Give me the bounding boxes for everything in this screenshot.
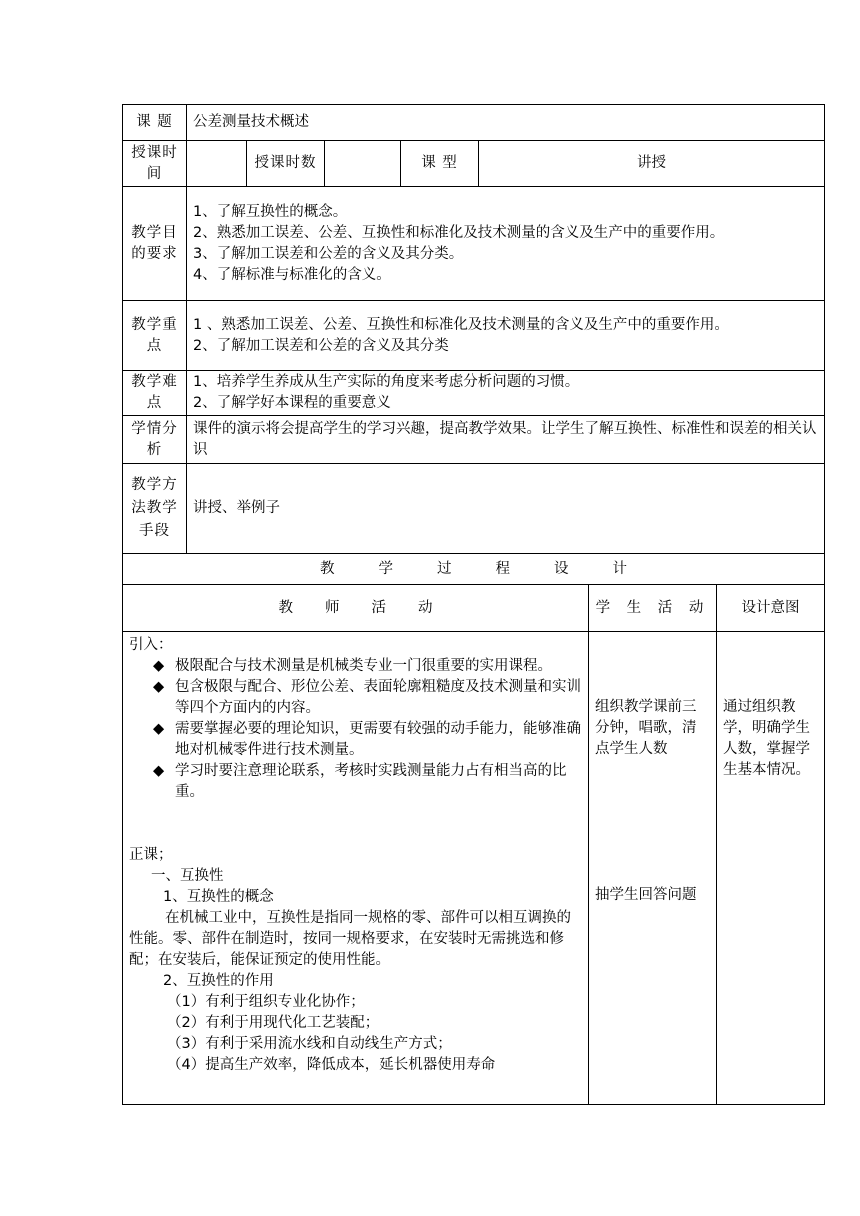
objective-line: 3、了解加工误差和公差的含义及其分类。: [193, 245, 464, 262]
section-heading: 一、互换性: [151, 868, 224, 884]
role-item: （2）有利于用现代化工艺装配；: [167, 1015, 380, 1031]
process-title-char: 学: [378, 560, 394, 577]
role-item: （4）提高生产效率，降低成本，延长机器使用寿命: [167, 1057, 496, 1073]
process-title-char: 计: [612, 560, 628, 577]
diamond-bullet-icon: ◆: [153, 721, 165, 737]
difficulties-row: [123, 371, 825, 416]
key-points-row: [123, 301, 825, 371]
topic-label: 课 题: [123, 105, 187, 141]
teacher-header-char: 活: [371, 599, 386, 616]
main-lesson-label: 正课；: [129, 847, 173, 863]
teacher-header-char: 动: [418, 599, 433, 616]
key-points-label: 教学重点: [123, 301, 187, 371]
student-activity-1: 组织教学课前三分钟，唱歌，清点学生人数: [595, 699, 697, 757]
teacher-activity-content: [123, 632, 589, 1105]
key-point-line: 2、了解加工误差和公差的含义及其分类: [193, 337, 449, 354]
objective-line: 4、了解标准与标准化的含义。: [193, 266, 391, 283]
intro-bullet: ◆ 学习时要注意理论联系，考核时实践测量能力占有相当高的比重。: [129, 761, 582, 803]
intro-bullet: ◆ 包含极限与配合、形位公差、表面轮廓粗糙度及技术测量和实训等四个方面内的内容。: [129, 677, 582, 719]
hours-label: 授课时数: [247, 141, 325, 187]
design-intent-header: 设计意图: [717, 585, 825, 632]
student-activity-2: 抽学生回答问题: [595, 887, 697, 903]
topic-row: [123, 105, 825, 141]
process-title-row: [123, 554, 825, 585]
objectives-row: [123, 187, 825, 301]
analysis-label: 学情分析: [123, 416, 187, 464]
time-label: 授课时间: [123, 141, 187, 187]
time-value: [187, 141, 247, 187]
difficulties-label: 教学难点: [123, 371, 187, 416]
objectives-label: 教学目的要求: [123, 187, 187, 301]
process-title-char: 教: [320, 560, 335, 577]
student-activity-header: 学 生 活 动: [589, 585, 717, 632]
design-intent-1: 通过组织教学，明确学生人数，掌握学生基本情况。: [723, 699, 810, 778]
diamond-bullet-icon: ◆: [153, 679, 165, 695]
teacher-header-char: 教: [278, 599, 293, 616]
diamond-bullet-icon: ◆: [153, 658, 165, 674]
topic-value: 公差测量技术概述: [187, 105, 825, 141]
type-value: 讲授: [479, 141, 825, 187]
key-point-line: 1 、熟悉加工误差、公差、互换性和标准化及技术测量的含义及生产中的重要作用。: [193, 316, 729, 333]
analysis-row: [123, 416, 825, 464]
process-title-char: 设: [554, 560, 569, 577]
student-activity-content: [589, 632, 717, 1105]
methods-label: 教学方法教学手段: [123, 464, 187, 554]
intro-label: 引入：: [129, 637, 173, 653]
difficulties-content: [187, 371, 825, 416]
difficulty-line: 2、了解学好本课程的重要意义: [193, 395, 391, 411]
process-header-row: [123, 585, 825, 632]
hours-value: [325, 141, 401, 187]
process-title-char: 过: [437, 560, 452, 577]
type-label: 课 型: [401, 141, 479, 187]
design-intent-content: [717, 632, 825, 1105]
time-row: [123, 141, 825, 187]
difficulty-line: 1、培养学生养成从生产实际的角度来考虑分析问题的习惯。: [193, 374, 580, 390]
process-title: [123, 554, 825, 585]
intro-bullet: ◆ 极限配合与技术测量是机械类专业一门很重要的实用课程。: [129, 656, 582, 677]
teacher-header-char: 师: [325, 599, 340, 616]
role-item: （3）有利于采用流水线和自动线生产方式；: [167, 1036, 452, 1052]
teacher-activity-header: [123, 585, 589, 632]
methods-row: [123, 464, 825, 554]
subsection-heading: 1、互换性的概念: [163, 889, 274, 905]
subsection-heading: 2、互换性的作用: [163, 973, 274, 989]
diamond-bullet-icon: ◆: [153, 763, 165, 779]
objectives-content: [187, 187, 825, 301]
role-item: （1）有利于组织专业化协作；: [167, 994, 365, 1010]
process-title-char: 程: [495, 560, 511, 577]
key-points-content: [187, 301, 825, 371]
intro-bullet: ◆ 需要掌握必要的理论知识，更需要有较强的动手能力，能够准确地对机械零件进行技术测量。: [129, 719, 582, 761]
objective-line: 2、熟悉加工误差、公差、互换性和标准化及技术测量的含义及生产中的重要作用。: [193, 224, 725, 241]
analysis-content: 课件的演示将会提高学生的学习兴趣，提高教学效果。让学生了解互换性、标准性和误差的相关认识: [187, 416, 825, 464]
lesson-plan-sheet: [122, 104, 824, 1105]
process-content-row: [123, 632, 825, 1105]
methods-content: 讲授、举例子: [187, 464, 825, 554]
lesson-plan-table: [122, 104, 825, 1105]
objective-line: 1、了解互换性的概念。: [193, 203, 348, 220]
concept-paragraph: 在机械工业中，互换性是指同一规格的零、部件可以相互调换的性能。零、部件在制造时，按同一规格要求，在安装时无需挑选和修配；在安装后，能保证预定的使用性能。: [129, 910, 571, 968]
